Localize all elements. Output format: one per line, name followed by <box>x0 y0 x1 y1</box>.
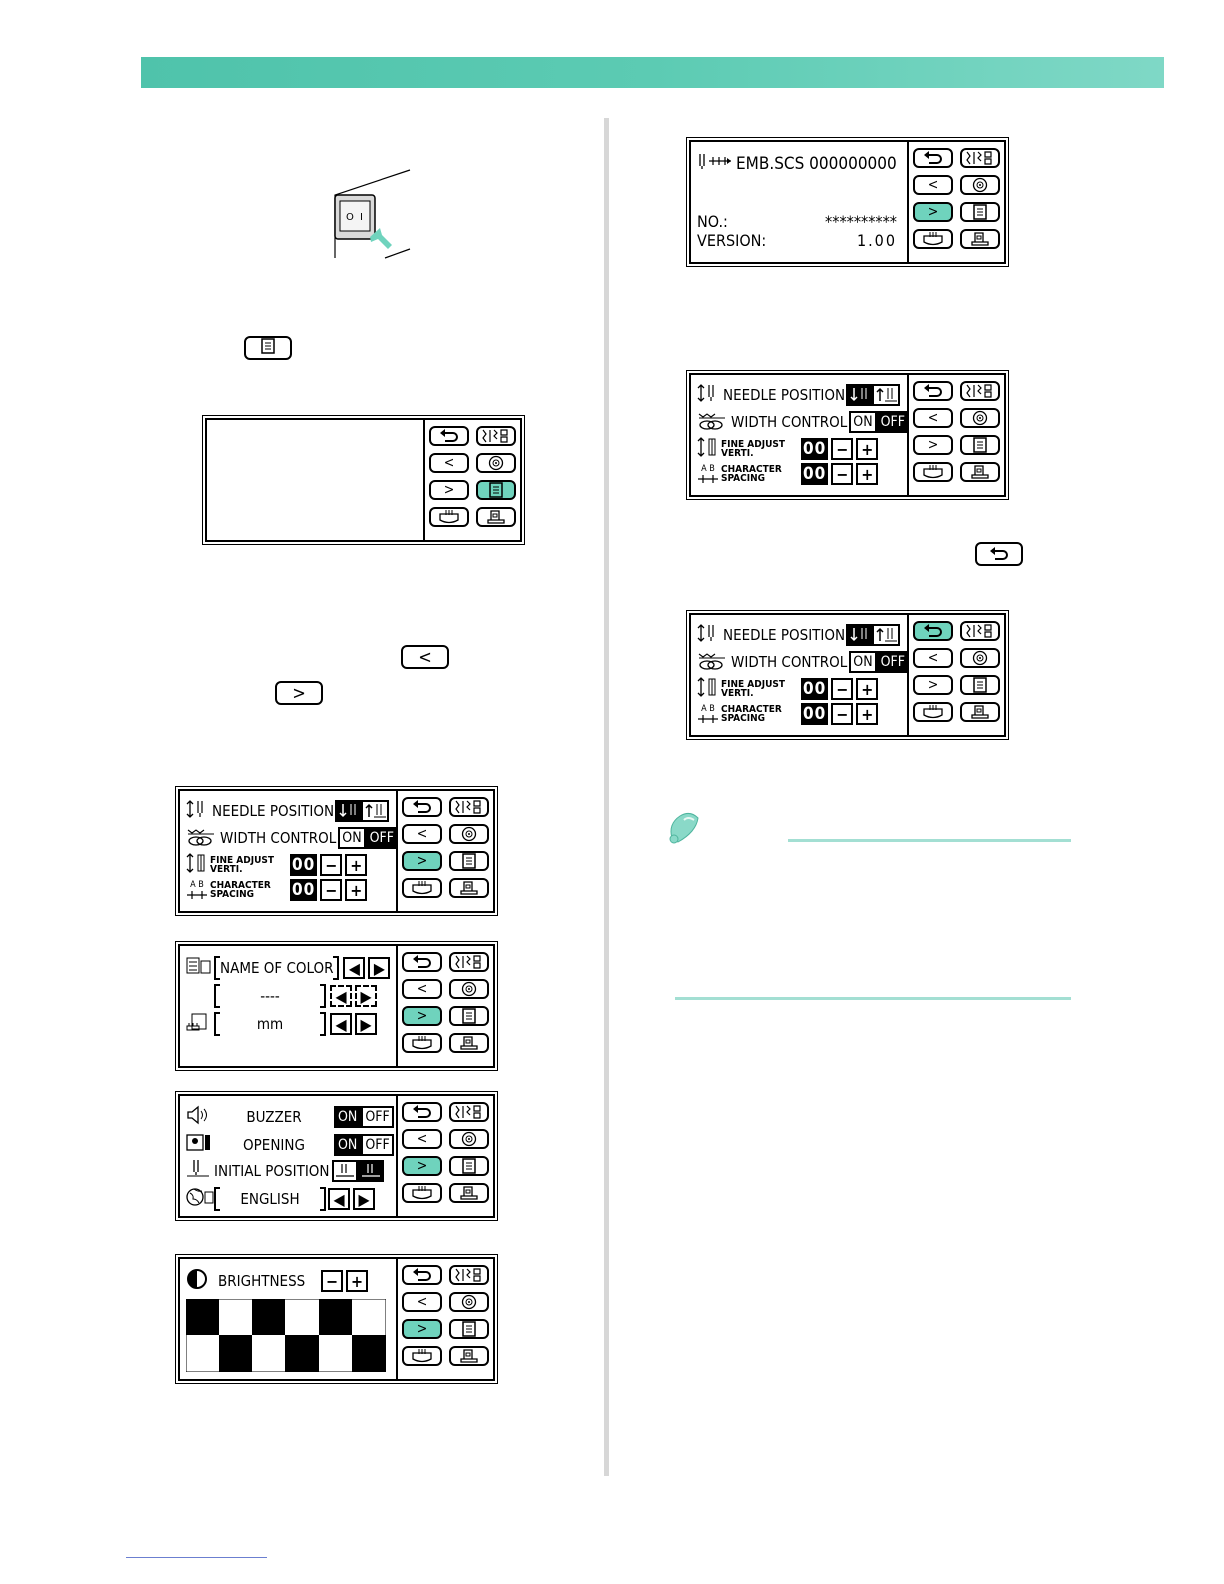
fine-adjust-minus-button[interactable]: − <box>831 438 853 460</box>
lcd-screen <box>691 615 908 735</box>
pattern-icon <box>965 150 995 166</box>
hoop-icon <box>438 509 460 525</box>
pattern-icon <box>454 1104 484 1120</box>
needle-down-button[interactable] <box>846 624 872 646</box>
lcd-panel-needle-settings-left <box>178 789 495 913</box>
version-value: 1.00 <box>856 231 897 250</box>
back-arrow-icon <box>439 429 459 443</box>
thread-color-icon <box>186 956 208 980</box>
prev-button-reference[interactable] <box>401 645 449 669</box>
buzzer-label: BUZZER <box>246 1108 302 1126</box>
hoop-button[interactable] <box>402 1033 442 1053</box>
lcd-screen <box>180 946 397 1066</box>
initial-position-label: INITIAL POSITION <box>214 1162 330 1180</box>
width-control-on-button[interactable]: ON <box>849 411 876 433</box>
embroidery-icon <box>971 410 989 426</box>
lcd-screen <box>691 375 908 495</box>
lcd-screen <box>180 1259 397 1379</box>
prev-button[interactable] <box>913 648 953 668</box>
settings-icon <box>461 1008 477 1024</box>
prev-label: < <box>927 650 939 666</box>
note-bottom-rule <box>675 997 1071 1000</box>
memory-button[interactable] <box>449 878 489 898</box>
needle-down-button[interactable] <box>846 384 872 406</box>
character-spacing-ab: A B <box>701 704 715 714</box>
width-control-off-button[interactable]: OFF <box>877 411 908 433</box>
fine-adjust-minus-button[interactable]: − <box>831 678 853 700</box>
width-control-on-button[interactable]: ON <box>338 827 365 849</box>
character-spacing-plus-button[interactable]: + <box>856 463 878 485</box>
speaker-icon <box>186 1105 208 1129</box>
vertical-adjust-icon <box>697 436 719 462</box>
lcd-panel-version <box>689 140 1006 264</box>
language-right-button[interactable]: ▶ <box>353 1188 375 1210</box>
settings-button[interactable] <box>960 202 1000 222</box>
settings-button-reference[interactable] <box>244 336 292 360</box>
character-spacing-value: 00 <box>292 880 316 900</box>
memory-icon <box>458 1035 480 1051</box>
back-button[interactable] <box>913 621 953 641</box>
embroidery-button[interactable] <box>960 408 1000 428</box>
memory-button[interactable] <box>449 1346 489 1366</box>
fine-adjust-plus-button[interactable]: + <box>345 854 367 876</box>
memory-icon <box>458 1185 480 1201</box>
embroidery-icon <box>460 981 478 997</box>
lcd-button-column <box>907 142 1004 262</box>
color-code-right-button[interactable]: ▶ <box>355 985 377 1007</box>
lcd-panel-needle-settings-back <box>689 613 1006 737</box>
prev-button[interactable] <box>402 979 442 999</box>
next-button[interactable] <box>913 202 953 222</box>
fine-adjust-label-line1: FINE ADJUST <box>210 855 274 866</box>
character-spacing-plus-button[interactable]: + <box>345 879 367 901</box>
memory-icon <box>969 704 991 720</box>
color-name-left-button[interactable]: ◀ <box>343 957 365 979</box>
needle-position-label: NEEDLE POSITION <box>212 802 335 820</box>
settings-icon <box>972 677 988 693</box>
lcd-screen <box>691 142 908 262</box>
next-button[interactable] <box>402 851 442 871</box>
next-button[interactable] <box>402 1319 442 1339</box>
prev-label: < <box>416 1131 428 1147</box>
settings-icon <box>461 1158 477 1174</box>
lcd-button-column <box>907 375 1004 495</box>
version-title: EMB.SCS 000000000 <box>736 153 897 174</box>
vertical-adjust-icon <box>697 676 719 702</box>
lcd-panel-blank <box>205 418 522 542</box>
character-spacing-label-line1: CHARACTER <box>721 464 782 475</box>
pattern-icon <box>454 799 484 815</box>
hoop-button[interactable] <box>913 462 953 482</box>
memory-button[interactable] <box>960 462 1000 482</box>
width-control-icon <box>697 410 719 434</box>
needle-up-button[interactable] <box>872 384 900 406</box>
svg-text:O: O <box>346 212 354 223</box>
next-button[interactable] <box>402 1156 442 1176</box>
pattern-button[interactable] <box>449 797 489 817</box>
memory-button[interactable] <box>960 702 1000 722</box>
color-code-left-button[interactable]: ◀ <box>330 985 352 1007</box>
lcd-screen <box>180 1096 397 1216</box>
hoop-button[interactable] <box>429 507 469 527</box>
hoop-icon <box>411 1035 433 1051</box>
prev-label: < <box>443 455 455 471</box>
needle-position-icon <box>697 623 719 647</box>
embroidery-icon <box>460 826 478 842</box>
pattern-icon <box>965 383 995 399</box>
pattern-icon <box>965 623 995 639</box>
next-label: > <box>416 1321 428 1337</box>
lcd-panel-general-settings <box>178 1094 495 1218</box>
character-spacing-label-line2: SPACING <box>721 713 765 724</box>
initial-position-option-1[interactable] <box>332 1160 358 1182</box>
needle-position-label: NEEDLE POSITION <box>723 386 846 404</box>
character-spacing-value: 00 <box>803 704 827 724</box>
lcd-panel-color-settings <box>178 944 495 1068</box>
embroidery-button[interactable] <box>449 979 489 999</box>
settings-icon <box>972 437 988 453</box>
next-label: > <box>416 1008 428 1024</box>
initial-position-icon <box>186 1159 208 1183</box>
lcd-button-column <box>907 615 1004 735</box>
character-spacing-ab: A B <box>190 880 204 890</box>
pattern-button[interactable] <box>449 1102 489 1122</box>
character-spacing-minus-button[interactable]: − <box>831 463 853 485</box>
prev-label: < <box>927 410 939 426</box>
hoop-button[interactable] <box>913 702 953 722</box>
settings-button[interactable] <box>960 675 1000 695</box>
embroidery-icon <box>487 455 505 471</box>
needle-up-button[interactable] <box>361 800 389 822</box>
fine-adjust-value: 00 <box>803 439 827 459</box>
next-label: > <box>927 437 939 453</box>
pattern-button[interactable] <box>449 1265 489 1285</box>
needle-position-icon <box>186 799 208 823</box>
settings-button[interactable] <box>449 851 489 871</box>
opening-label: OPENING <box>243 1136 305 1154</box>
memory-button[interactable] <box>449 1033 489 1053</box>
brightness-minus-button[interactable]: − <box>321 1270 343 1292</box>
embroidery-button[interactable] <box>476 453 516 473</box>
unit-left-button[interactable]: ◀ <box>330 1013 352 1035</box>
prev-button[interactable] <box>402 1292 442 1312</box>
width-control-label: WIDTH CONTROL <box>220 829 337 847</box>
settings-button[interactable] <box>449 1156 489 1176</box>
embroidery-icon <box>971 177 989 193</box>
vertical-adjust-icon <box>186 852 208 878</box>
back-arrow-icon <box>412 1268 432 1282</box>
next-label: > <box>416 1158 428 1174</box>
settings-button[interactable] <box>449 1319 489 1339</box>
needle-down-button[interactable] <box>335 800 361 822</box>
hoop-icon <box>922 464 944 480</box>
settings-button[interactable] <box>960 435 1000 455</box>
needle-position-icon <box>697 383 719 407</box>
prev-label: < <box>416 981 428 997</box>
memory-button[interactable] <box>476 507 516 527</box>
settings-icon <box>972 204 988 220</box>
settings-icon <box>461 1321 477 1337</box>
next-label: > <box>292 682 306 704</box>
lcd-screen <box>207 420 424 540</box>
unit-icon <box>186 1012 208 1036</box>
back-arrow-icon <box>923 151 943 165</box>
fine-adjust-value: 00 <box>803 679 827 699</box>
memory-icon <box>969 231 991 247</box>
pattern-icon <box>454 1267 484 1283</box>
unit-right-button[interactable]: ▶ <box>355 1013 377 1035</box>
pattern-button[interactable] <box>476 426 516 446</box>
brightness-plus-button[interactable]: + <box>346 1270 368 1292</box>
next-label: > <box>927 677 939 693</box>
color-name-right-button[interactable]: ▶ <box>368 957 390 979</box>
width-control-label: WIDTH CONTROL <box>731 413 848 431</box>
back-button[interactable] <box>402 1265 442 1285</box>
globe-language-icon <box>186 1187 208 1211</box>
language-value: ENGLISH <box>240 1190 300 1208</box>
footer-link-line <box>126 1557 267 1558</box>
needle-up-button[interactable] <box>872 624 900 646</box>
lcd-button-column <box>396 1096 493 1216</box>
fine-adjust-plus-button[interactable]: + <box>856 438 878 460</box>
hoop-icon <box>411 1348 433 1364</box>
brightness-label: BRIGHTNESS <box>218 1272 306 1290</box>
embroidery-button[interactable] <box>449 1129 489 1149</box>
memory-button[interactable] <box>449 1183 489 1203</box>
column-divider <box>604 118 609 1476</box>
character-spacing-label-line2: SPACING <box>721 473 765 484</box>
lcd-button-column <box>396 1259 493 1379</box>
memory-icon <box>969 464 991 480</box>
back-button[interactable] <box>402 797 442 817</box>
color-code-value: ---- <box>260 987 280 1005</box>
fine-adjust-label-line2: VERTI. <box>721 688 754 699</box>
character-spacing-minus-button[interactable]: − <box>320 879 342 901</box>
character-spacing-icon <box>186 880 208 900</box>
pattern-button[interactable] <box>449 952 489 972</box>
width-control-off-button[interactable]: OFF <box>877 651 908 673</box>
back-button[interactable] <box>913 148 953 168</box>
character-spacing-icon <box>697 464 719 484</box>
next-button[interactable] <box>402 1006 442 1026</box>
memory-icon <box>485 509 507 525</box>
embroidery-button[interactable] <box>449 824 489 844</box>
back-button[interactable] <box>402 952 442 972</box>
settings-button[interactable] <box>476 480 516 500</box>
back-arrow-icon <box>923 384 943 398</box>
buzzer-off-button[interactable]: OFF <box>361 1106 393 1128</box>
hoop-icon <box>922 231 944 247</box>
fine-adjust-label-line2: VERTI. <box>721 448 754 459</box>
opening-off-button[interactable]: OFF <box>361 1134 393 1156</box>
hoop-button[interactable] <box>402 1183 442 1203</box>
prev-button[interactable] <box>913 175 953 195</box>
memory-icon <box>458 1348 480 1364</box>
prev-label: < <box>416 1294 428 1310</box>
next-label: > <box>443 482 455 498</box>
unit-value: mm <box>256 1015 284 1033</box>
contrast-icon <box>186 1268 208 1294</box>
hoop-button[interactable] <box>913 229 953 249</box>
note-top-rule <box>788 839 1071 842</box>
hoop-icon <box>411 880 433 896</box>
fine-adjust-label-line1: FINE ADJUST <box>721 439 785 450</box>
pattern-button[interactable] <box>960 381 1000 401</box>
language-left-button[interactable]: ◀ <box>328 1188 350 1210</box>
prev-button[interactable] <box>402 1129 442 1149</box>
back-button-reference[interactable] <box>975 542 1023 566</box>
fine-adjust-label-line1: FINE ADJUST <box>721 679 785 690</box>
buzzer-on-button[interactable]: ON <box>334 1106 361 1128</box>
back-arrow-icon <box>923 624 943 638</box>
character-spacing-icon <box>697 704 719 724</box>
lcd-button-column <box>396 946 493 1066</box>
character-spacing-label-line1: CHARACTER <box>721 704 782 715</box>
header-bar <box>141 57 1164 88</box>
hoop-icon <box>922 704 944 720</box>
back-arrow-icon <box>412 1105 432 1119</box>
fine-adjust-value: 00 <box>292 855 316 875</box>
prev-label: < <box>416 826 428 842</box>
next-label: > <box>416 853 428 869</box>
prev-label: < <box>927 177 939 193</box>
embroidery-icon <box>460 1131 478 1147</box>
pattern-icon <box>481 428 511 444</box>
lcd-button-column <box>396 791 493 911</box>
lcd-panel-needle-settings <box>689 373 1006 497</box>
hoop-icon <box>411 1185 433 1201</box>
name-of-color-label: NAME OF COLOR <box>220 959 334 977</box>
character-spacing-plus-button[interactable]: + <box>856 703 878 725</box>
width-control-label: WIDTH CONTROL <box>731 653 848 671</box>
next-button[interactable] <box>913 675 953 695</box>
power-switch-illustration <box>330 165 420 260</box>
next-button[interactable] <box>913 435 953 455</box>
needle-position-label: NEEDLE POSITION <box>723 626 846 644</box>
embroidery-icon <box>971 650 989 666</box>
svg-text:I: I <box>360 212 363 223</box>
fine-adjust-label-line2: VERTI. <box>210 864 243 875</box>
fine-adjust-minus-button[interactable]: − <box>320 854 342 876</box>
lcd-button-column <box>423 420 520 540</box>
prev-button[interactable] <box>429 453 469 473</box>
back-arrow-icon <box>412 955 432 969</box>
embroidery-button[interactable] <box>960 175 1000 195</box>
next-button-reference[interactable] <box>275 681 323 705</box>
prev-button[interactable] <box>402 824 442 844</box>
back-button[interactable] <box>913 381 953 401</box>
width-control-icon <box>697 650 719 674</box>
lcd-panel-brightness <box>178 1257 495 1381</box>
prev-button[interactable] <box>913 408 953 428</box>
pattern-icon <box>454 954 484 970</box>
width-control-icon <box>186 826 208 850</box>
settings-icon <box>488 482 504 498</box>
embroidery-icon <box>460 1294 478 1310</box>
initial-position-option-2[interactable] <box>358 1160 384 1182</box>
character-spacing-label-line1: CHARACTER <box>210 880 271 891</box>
embroidery-button[interactable] <box>960 648 1000 668</box>
lcd-screen <box>180 791 397 911</box>
pattern-button[interactable] <box>960 148 1000 168</box>
fine-adjust-plus-button[interactable]: + <box>856 678 878 700</box>
opening-screen-icon <box>186 1133 208 1157</box>
back-button[interactable] <box>402 1102 442 1122</box>
back-button[interactable] <box>429 426 469 446</box>
next-label: > <box>927 204 939 220</box>
number-label: NO.: <box>697 212 728 231</box>
brightness-checkerboard <box>186 1299 386 1372</box>
hoop-button[interactable] <box>402 1346 442 1366</box>
prev-label: < <box>418 646 432 668</box>
memo-bell-icon <box>664 808 704 846</box>
needle-feed-icon <box>697 152 733 175</box>
settings-button[interactable] <box>449 1006 489 1026</box>
pattern-button[interactable] <box>960 621 1000 641</box>
character-spacing-ab: A B <box>701 464 715 474</box>
back-arrow-icon <box>989 547 1009 561</box>
settings-icon <box>461 853 477 869</box>
width-control-off-button[interactable]: OFF <box>366 827 397 849</box>
settings-icon <box>260 338 276 358</box>
memory-icon <box>458 880 480 896</box>
back-arrow-icon <box>412 800 432 814</box>
opening-on-button[interactable]: ON <box>334 1134 361 1156</box>
number-value: ********** <box>825 212 897 231</box>
next-button[interactable] <box>429 480 469 500</box>
character-spacing-label-line2: SPACING <box>210 889 254 900</box>
hoop-button[interactable] <box>402 878 442 898</box>
embroidery-button[interactable] <box>449 1292 489 1312</box>
memory-button[interactable] <box>960 229 1000 249</box>
character-spacing-value: 00 <box>803 464 827 484</box>
version-label: VERSION: <box>697 231 767 250</box>
character-spacing-minus-button[interactable]: − <box>831 703 853 725</box>
width-control-on-button[interactable]: ON <box>849 651 876 673</box>
